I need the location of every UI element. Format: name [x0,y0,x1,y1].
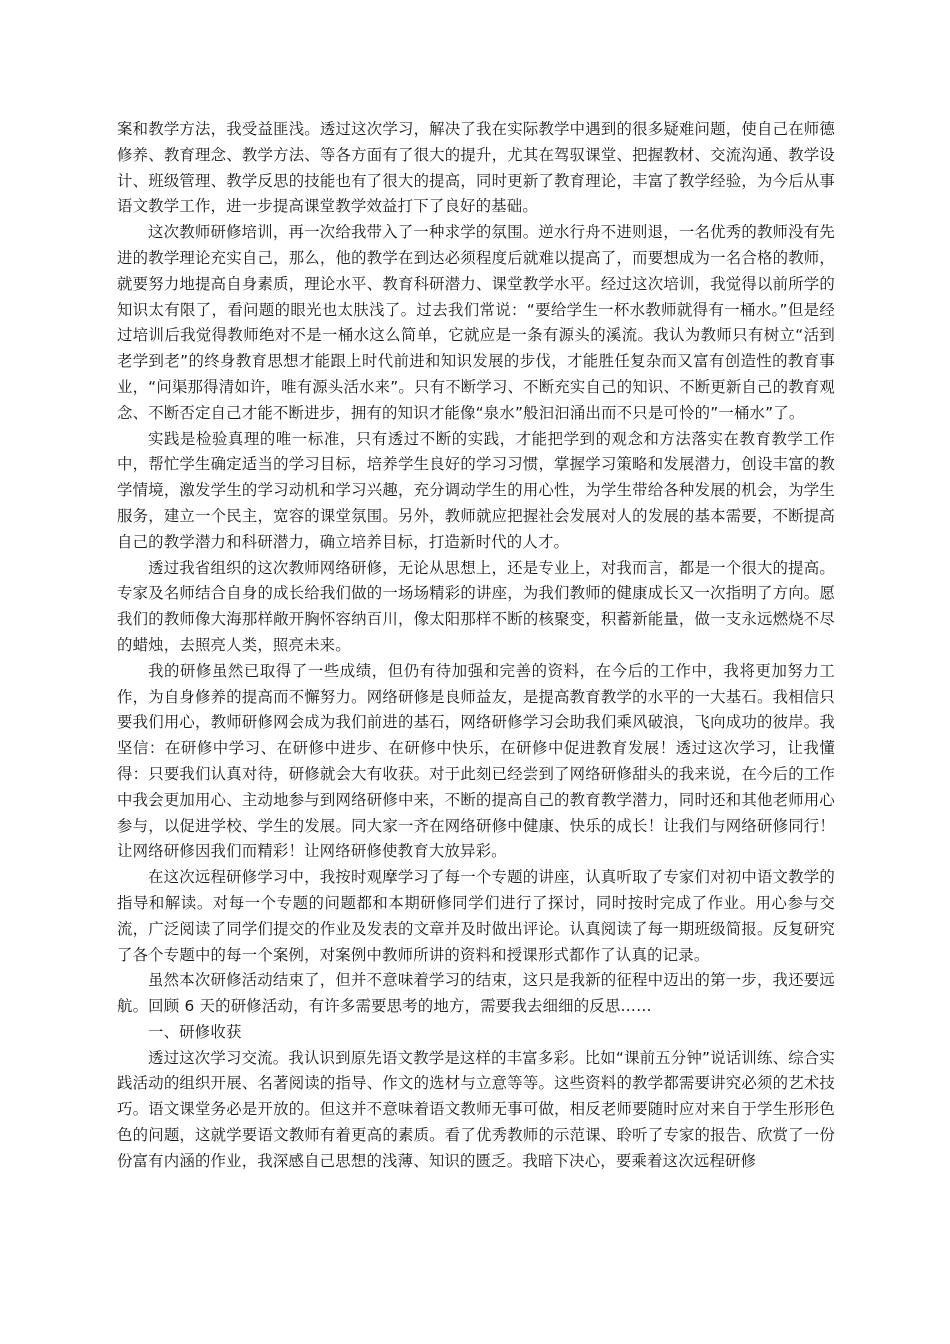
paragraph-continuation: 案和教学方法，我受益匪浅。透过这次学习，解决了我在实际教学中遇到的很多疑难问题，使自己在师德修养、教育理念、教学方法、等各方面有了很大的提升，尤其在驾驭课堂、把握教材、交流沟通、教学设计、班级管理、教学反思的技能也有了很大的提高，同时更新了教育理论，丰富了教学经验，为今后从事语文教学工作，进一步提高课堂教学效益打下了良好的基础。 [117,120,835,216]
paragraph-remote-study: 在这次远程研修学习中，我按时观摩学习了每一个专题的讲座，认真听取了专家们对初中语文教学的指导和解读。对每一个专题的问题都和本期研修同学们进行了探讨，同时按时完成了作业。用心参与交流，广泛阅读了同学们提交的作业及发表的文章并及时做出评论。认真阅读了每一期班级简报。反复研究了各个专题中的每一个案例，对案例中教师所讲的资料和授课形式都作了认真的记录。 [117,868,835,964]
paragraph-achievements: 我的研修虽然已取得了一些成绩，但仍有待加强和完善的资料，在今后的工作中，我将更加努力工作，为自身修养的提高而不懈努力。网络研修是良师益友，是提高教育教学的水平的一大基石。我相信只要我们用心，教师研修网会成为我们前进的基石，网络研修学习会助我们乘风破浪，飞向成功的彼岸。我坚信：在研修中学习、在研修中进步、在研修中快乐，在研修中促进教育发展！透过这次学习，让我懂得：只要我们认真对待，研修就会大有收获。对于此刻已经尝到了网络研修甜头的我来说，在今后的工作中我会更加用心、主动地参与到网络研修中来，不断的提高自己的教育教学潜力，同时还和其他老师用心参与，以促进学校、学生的发展。同大家一齐在网络研修中健康、快乐的成长！让我们与网络研修同行！让网络研修因我们而精彩！让网络研修使教育大放异彩。 [117,661,835,861]
paragraph-network-training: 透过我省组织的这次教师网络研修，无论从思想上，还是专业上，对我而言，都是一个很大的提高。专家及名师结合自身的成长给我们做的一场场精彩的讲座，为我们教师的健康成长又一次指明了方向。愿我们的教师像大海那样敞开胸怀容纳百川，像太阳那样不断的核聚变，积蓄新能量，做一支永远燃烧不尽的蜡烛，去照亮人类，照亮未来。 [117,558,835,654]
paragraph-training-atmosphere: 这次教师研修培训，再一次给我带入了一种求学的氛围。逆水行舟不进则退，一名优秀的教师没有先进的教学理论充实自己，那么，他的教学在到达必须程度后就难以提高了，而要想成为一名合格的教师，就要努力地提高自身素质，理论水平、教育科研潜力、课堂教学水平。经过这次培训，我觉得以前所学的知识太有限了，看问题的眼光也太肤浅了。过去我们常说：“要给学生一杯水教师就得有一桶水。”但是经过培训后我觉得教师绝对不是一桶水这么简单，它就应是一条有源头的溪流。我认为教师只有树立“活到老学到老”的终身教育思想才能跟上时代前进和知识发展的步伐，才能胜任复杂而又富有创造性的教育事业，“问渠那得清如许，唯有源头活水来”。只有不断学习、不断充实自己的知识、不断更新自己的教育观念、不断否定自己才能不断进步，拥有的知识才能像“泉水”般汩汩涌出而不只是可怜的”一桶水”了。 [117,223,835,422]
paragraph-gains: 透过这次学习交流。我认识到原先语文教学是这样的丰富多彩。比如“课前五分钟”说话训练、综合实践活动的组织开展、名著阅读的指导、作文的选材与立意等等。这些资料的教学都需要讲究必须的艺术技巧。语文课堂务必是开放的。但这并不意味着语文教师无事可做，相反老师要随时应对来自于学生形形色色的问题，这就学要语文教师有着更高的素质。看了优秀教师的示范课、聆听了专家的报告、欣赏了一份份富有内涵的作业，我深感自己思想的浅薄、知识的匮乏。我暗下决心，要乘着这次远程研修 [117,1048,835,1170]
paragraph-reflection: 虽然本次研修活动结束了，但并不意味着学习的结束，这只是我新的征程中迈出的第一步，我还要远航。回顾 6 天的研修活动，有许多需要思考的地方，需要我去细细的反思…… [117,971,835,1016]
document-page [117,117,835,1175]
paragraph-practice: 实践是检验真理的唯一标准，只有透过不断的实践，才能把学到的观念和方法落实在教育教学工作中，帮忙学生确定适当的学习目标，培养学生良好的学习习惯，掌握学习策略和发展潜力，创设丰富的教学情境，激发学生的学习动机和学习兴趣，充分调动学生的用心性，为学生带给各种发展的机会，为学生服务，建立一个民主，宽容的课堂氛围。另外，教师就应把握社会发展对人的发展的基本需要，不断提高自己的教学潜力和科研潜力，确立培养目标，打造新时代的人才。 [117,429,835,551]
section-heading: 一、研修收获 [148,1022,242,1041]
